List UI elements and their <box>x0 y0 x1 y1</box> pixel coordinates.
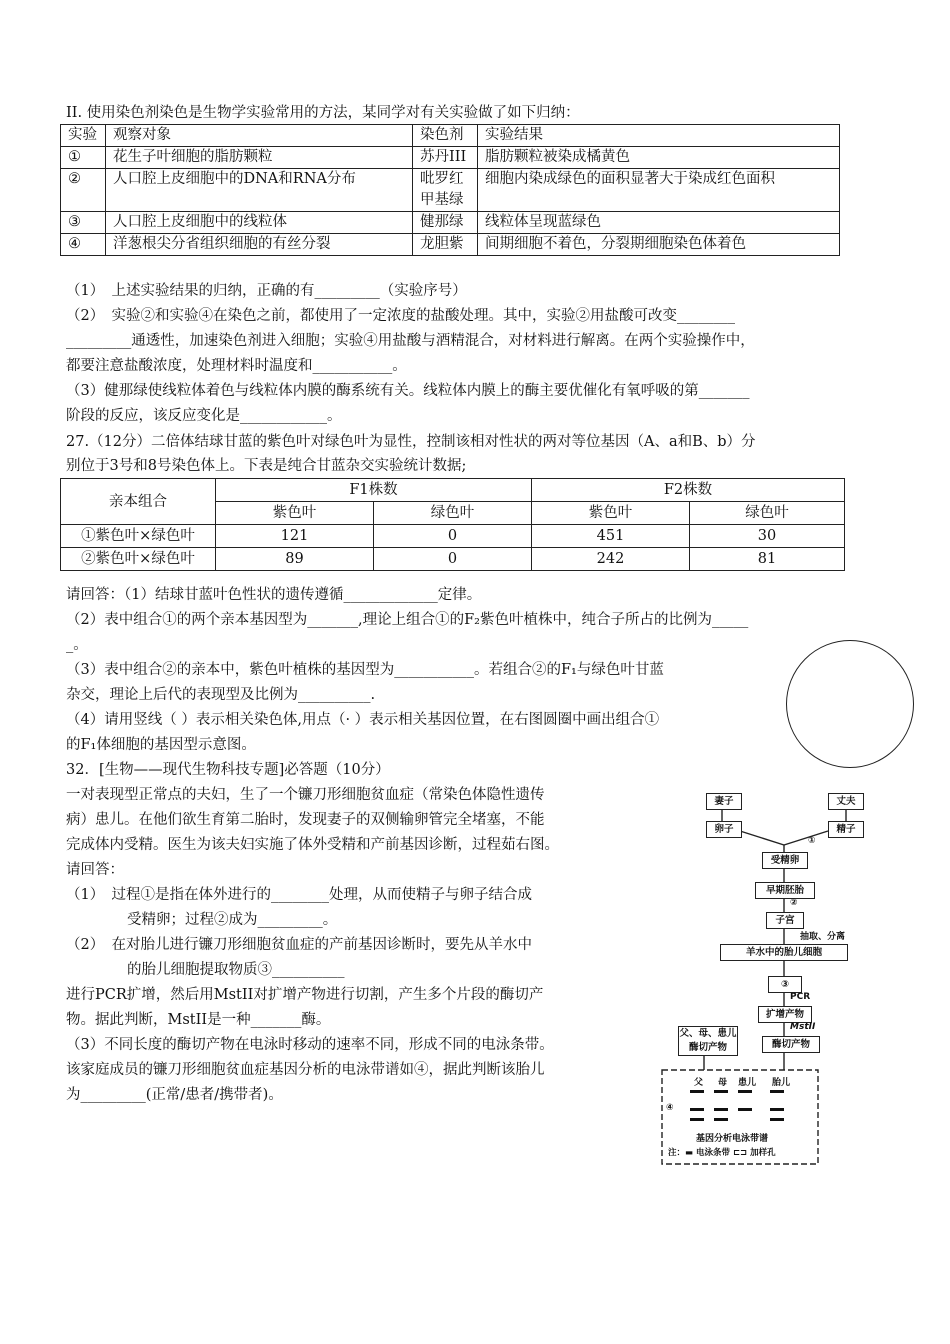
question-line: 杂交，理论上后代的表现型及比例为__________. <box>66 687 376 703</box>
table-cell: 洋葱根尖分省组织细胞的有丝分裂 <box>106 234 413 256</box>
question-line: 物。据此判断，MstII是一种_______酶。 <box>66 1012 331 1028</box>
question-line: 请回答： <box>66 862 124 878</box>
question-line: （2） 在对胎儿进行镰刀形细胞贫血症的产前基因诊断时，要先从羊水中 <box>66 937 532 953</box>
header-cell: 染色剂 <box>413 125 478 147</box>
gel-well <box>770 1090 784 1093</box>
table-row <box>61 212 840 234</box>
extract-label: 抽取、分离 <box>800 932 846 942</box>
husband-box: 丈夫 <box>828 793 864 810</box>
question-line: 受精卵；过程②成为_________。 <box>127 912 338 928</box>
question-line: 27.（12分）二倍体结球甘蓝的紫色叶对绿色叶为显性，控制该相对性状的两对等位基因（A、a和B、b）分 <box>66 434 756 450</box>
uterus-box: 子宫 <box>766 912 804 929</box>
header-cell: 实验结果 <box>478 125 840 147</box>
question-line: （3）不同长度的酶切产物在电泳时移动的速率不同，形成不同的电泳条带。 <box>66 1037 554 1053</box>
question-line: 进行PCR扩增，然后用MstII对扩增产物进行切割，产生多个片段的酶切产 <box>66 987 544 1003</box>
question-line: （3）表中组合②的亲本中，紫色叶植株的基因型为___________。若组合②的F₁与绿色叶甘蓝 <box>66 662 664 678</box>
question-line: 请回答：（1）结球甘蓝叶色性状的遗传遵循_____________定律。 <box>66 587 482 603</box>
stain-line: 吡罗红 <box>420 171 464 187</box>
question-line: 一对表现型正常点的夫妇，生了一个镰刀形细胞贫血症（常染色体隐性遗传 <box>66 787 545 803</box>
gel-well <box>714 1090 728 1093</box>
step2-label: ② <box>790 898 798 908</box>
question-line: 病）患儿。在他们欲生育第二胎时，发现妻子的双侧输卵管完全堵塞，不能 <box>66 812 545 828</box>
question-line: 的F₁体细胞的基因型示意图。 <box>66 737 256 753</box>
gel-band <box>770 1108 784 1111</box>
table-cell: 121 <box>216 525 374 548</box>
question-line: _。 <box>66 637 88 653</box>
gel-lane-label: 父 <box>694 1078 704 1088</box>
table-cell: 花生子叶细胞的脂肪颗粒 <box>106 147 413 169</box>
table-row <box>61 169 840 212</box>
gel-well <box>690 1090 704 1093</box>
table-cell: 健那绿 <box>413 212 478 234</box>
question-line: （4）请用竖线（ ）表示相关染色体,用点（· ）表示相关基因位置，在右图圆圈中画出组合① <box>66 712 660 728</box>
table-cell <box>413 169 478 212</box>
gel-band <box>690 1118 704 1121</box>
question-line: （1） 过程①是指在体外进行的________处理，从而使精子与卵子结合成 <box>66 887 532 903</box>
sperm-box: 精子 <box>828 821 864 838</box>
gel-lane-label: 母 <box>718 1078 728 1088</box>
fetal-cells-box: 羊水中的胎儿细胞 <box>720 944 848 961</box>
table-cell: 81 <box>690 548 845 571</box>
header-cell: 紫色叶 <box>216 502 374 525</box>
question-line: 该家庭成员的镰刀形细胞贫血症基因分析的电泳带谱如④，据此判断该胎儿 <box>66 1062 545 1078</box>
table-cell: 细胞内染成绿色的面积显著大于染成红色面积 <box>478 169 840 212</box>
table-cell: 间期细胞不着色，分裂期细胞染色体着色 <box>478 234 840 256</box>
table-cell: 0 <box>374 548 532 571</box>
header-cell: 观察对象 <box>106 125 413 147</box>
question-line: （2）表中组合①的两个亲本基因型为_______,理论上组合①的F₂紫色叶植株中，纯合子所占的比例为_____ <box>66 612 749 628</box>
table-cell: 30 <box>690 525 845 548</box>
question-line: （1） 上述实验结果的归纳，正确的有_________（实验序号） <box>66 283 467 299</box>
table-cell: 龙胆紫 <box>413 234 478 256</box>
gel-band <box>690 1108 704 1111</box>
table-header-row <box>61 125 840 147</box>
table-cell: ② <box>61 169 106 212</box>
table-cell: 242 <box>532 548 690 571</box>
family-digest-box: 父、母、患儿 酶切产物 <box>678 1026 738 1056</box>
gel-band <box>714 1118 728 1121</box>
question-line: 阶段的反应，该反应变化是____________。 <box>66 408 342 424</box>
header-cell: F2株数 <box>532 479 845 502</box>
gel-band <box>714 1108 728 1111</box>
question-line: 别位于3号和8号染色体上。下表是纯合甘蓝杂交实验统计数据; <box>66 458 467 474</box>
section2-intro: II. 使用染色剂染色是生物学实验常用的方法，某同学对有关实验做了如下归纳： <box>66 105 580 121</box>
table-row <box>61 234 840 256</box>
gel-caption: 基因分析电泳带谱 <box>696 1134 769 1144</box>
gel-lane-label: 胎儿 <box>772 1078 791 1088</box>
pcr-label: PCR <box>790 992 811 1002</box>
gel-lane-label: 患儿 <box>738 1078 757 1088</box>
table-cell: ③ <box>61 212 106 234</box>
question-line: （3）健那绿使线粒体着色与线粒体内膜的酶系统有关。线粒体内膜上的酶主要优催化有氧呼吸的第_______ <box>66 383 750 399</box>
gel-band <box>770 1118 784 1121</box>
question-line: （2） 实验②和实验④在染色之前，都使用了一定浓度的盐酸处理。其中，实验②用盐酸可改变________ <box>66 308 735 324</box>
question-line: 的胎儿细胞提取物质③__________ <box>127 962 345 978</box>
table-cell: 脂肪颗粒被染成橘黄色 <box>478 147 840 169</box>
step4-label: ④ <box>666 1103 674 1113</box>
header-cell: 绿色叶 <box>374 502 532 525</box>
gel-legend: 注：▬ 电泳条带 ⊏⊐ 加样孔 <box>668 1148 776 1158</box>
question-line: _________通透性，加速染色剂进入细胞；实验④用盐酸与酒精混合，对材料进行解离。在两个实验操作中， <box>66 333 755 349</box>
table-cell: 线粒体呈现蓝绿色 <box>478 212 840 234</box>
wife-box: 妻子 <box>706 793 742 810</box>
table-cell: 0 <box>374 525 532 548</box>
table-cell: 人口腔上皮细胞中的DNA和RNA分布 <box>106 169 413 212</box>
question-line: 为_________(正常/患者/携带者)。 <box>66 1087 283 1103</box>
table-cell: 人口腔上皮细胞中的线粒体 <box>106 212 413 234</box>
table-cell: ④ <box>61 234 106 256</box>
stain-line: 甲基绿 <box>420 192 464 208</box>
zygote-box: 受精卵 <box>762 852 808 869</box>
table-cell: ②紫色叶×绿色叶 <box>61 548 216 571</box>
header-cell: 实验 <box>61 125 106 147</box>
header-cell: 绿色叶 <box>690 502 845 525</box>
header-cell: F1株数 <box>216 479 532 502</box>
digest-box: 酶切产物 <box>762 1036 820 1053</box>
table-cell: 苏丹III <box>413 147 478 169</box>
question-line: 都要注意盐酸浓度，处理材料时温度和___________。 <box>66 358 407 374</box>
table-row <box>61 147 840 169</box>
table-cell: ① <box>61 147 106 169</box>
table-row <box>61 525 845 548</box>
table-header-row <box>61 479 845 502</box>
gel-band <box>738 1108 752 1111</box>
table-cell: 451 <box>532 525 690 548</box>
step1-label: ① <box>808 836 816 846</box>
embryo-box: 早期胚胎 <box>755 882 815 899</box>
header-cell: 亲本组合 <box>61 479 216 525</box>
enzyme-label: MstII <box>790 1022 816 1032</box>
header-cell: 紫色叶 <box>532 502 690 525</box>
egg-box: 卵子 <box>706 821 742 838</box>
cross-table <box>60 478 845 571</box>
step3-box: ③ <box>768 976 802 993</box>
answer-circle <box>786 640 914 768</box>
question-line: 完成体内受精。医生为该夫妇实施了体外受精和产前基因诊断，过程茹右图。 <box>66 837 559 853</box>
amplified-box: 扩增产物 <box>758 1006 812 1023</box>
table-row <box>61 548 845 571</box>
stain-table <box>60 124 840 256</box>
question-title: 32．[生物——现代生物科技专题]必答题（10分） <box>66 762 390 778</box>
table-cell: 89 <box>216 548 374 571</box>
gel-well <box>738 1090 752 1093</box>
table-cell: ①紫色叶×绿色叶 <box>61 525 216 548</box>
